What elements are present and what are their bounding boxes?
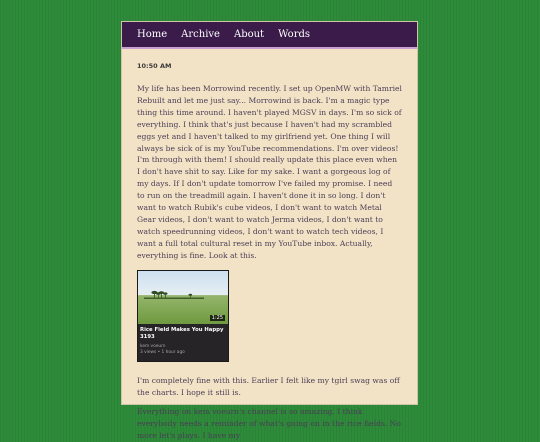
nav-archive-link[interactable]: Archive	[181, 29, 220, 40]
video-channel[interactable]: kem voeurn	[140, 343, 166, 349]
nav-about-link[interactable]: About	[233, 29, 265, 40]
video-embed[interactable]	[137, 270, 229, 362]
video-thumbnail[interactable]	[138, 271, 228, 324]
video-meta: 3 views • 1 hour ago	[140, 349, 185, 355]
post-content	[122, 49, 417, 442]
post-paragraph-1: My life has been Morrowind recently. I set up OpenMW with Tamriel Rebuilt and let me just say... Morrowind is back. I'm a magic type thing this time around. I haven't played MGSV in days. I'm so sick of everything. I think that's just because I haven't had my scrambled eggs yet and I haven't talked to my girlfriend yet. One thing I will always be sick of is my YouTube recommendations. I'm over videos! I'm through with them! I should really update this place even when I don't have shit to say. Like for my sake. I want a gorgeous log of my days. If I don't update tomorrow I've failed my promise. I need to run on the treadmill again. I haven't done it in so long. I don't want to watch Rubik's cube videos, I don't want to watch Metal Gear videos, I don't want to watch Jerma videos, I don't want to watch speedrunning videos, I don't want to watch tech videos, I want a full total cultural reset in my YouTube inbox. Actually, everything is fine. Look at this.	[137, 84, 402, 260]
palm-trees-graphic	[144, 289, 204, 299]
nav-words-link[interactable]: Words	[278, 29, 311, 40]
post-timestamp: 10:50 AM	[137, 62, 172, 70]
video-duration-badge: 1:25	[211, 314, 223, 321]
post-paragraph-3: Everything on kem voeurn's channel is so amazing. I think everybody needs a reminder of what's going on in the rice fields. No more let's plays. I have my	[137, 407, 401, 441]
page-panel	[121, 21, 418, 441]
post-paragraph-2: I'm completely fine with this. Earlier I felt like my tgirl swag was off the charts. I hope it still is.	[137, 375, 400, 397]
nav-home-link[interactable]: Home	[137, 29, 168, 40]
video-title[interactable]: Rice Field Makes You Happy 3193	[140, 326, 224, 340]
top-nav	[122, 22, 417, 49]
